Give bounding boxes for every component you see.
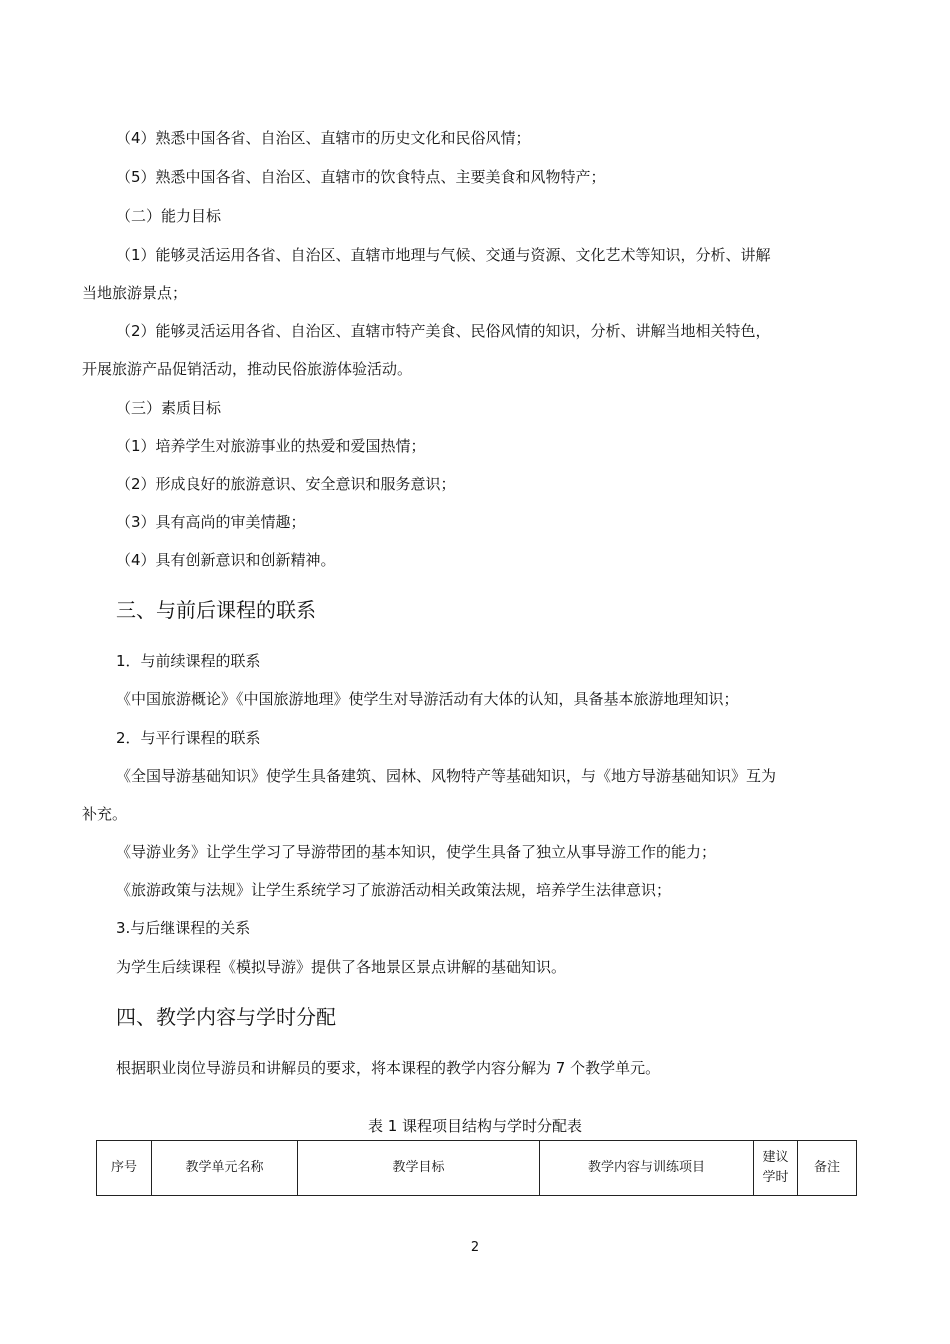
table-header-cell-hours — [754, 1141, 798, 1196]
paragraph: 1．与前续课程的联系 — [116, 652, 261, 670]
paragraph: （5）熟悉中国各省、自治区、直辖市的饮食特点、主要美食和风物特产； — [116, 168, 606, 186]
table-header-cell: 序号 — [97, 1141, 152, 1196]
section-heading: 四、教学内容与学时分配 — [116, 1005, 336, 1029]
table-header-cell: 教学目标 — [298, 1141, 540, 1196]
paragraph: （3）具有高尚的审美情趣； — [116, 513, 306, 531]
paragraph: （4）熟悉中国各省、自治区、直辖市的历史文化和民俗风情； — [116, 129, 531, 147]
paragraph: 开展旅游产品促销活动，推动民俗旅游体验活动。 — [82, 360, 413, 378]
section-heading: 三、与前后课程的联系 — [116, 598, 316, 622]
table-header-cell: 教学单元名称 — [152, 1141, 298, 1196]
paragraph: 3.与后继课程的关系 — [116, 919, 251, 937]
paragraph: 《旅游政策与法规》让学生系统学习了旅游活动相关政策法规，培养学生法律意识； — [116, 881, 672, 899]
paragraph: 根据职业岗位导游员和讲解员的要求，将本课程的教学内容分解为 7 个教学单元。 — [116, 1059, 661, 1077]
paragraph: （2）能够灵活运用各省、自治区、直辖市特产美食、民俗风情的知识，分析、讲解当地相关特色， — [116, 322, 771, 340]
table-header-cell: 教学内容与训练项目 — [540, 1141, 754, 1196]
paragraph: （1）能够灵活运用各省、自治区、直辖市地理与气候、交通与资源、文化艺术等知识，分析、讲解 — [116, 246, 771, 264]
table-caption: 表 1 课程项目结构与学时分配表 — [367, 1117, 583, 1135]
paragraph: 补充。 — [82, 805, 128, 823]
paragraph: （2）形成良好的旅游意识、安全意识和服务意识； — [116, 475, 456, 493]
hours-label-line: 建议 — [762, 1150, 789, 1165]
paragraph: 当地旅游景点； — [82, 284, 188, 302]
paragraph: 《中国旅游概论》《中国旅游地理》使学生对导游活动有大体的认知，具备基本旅游地理知识； — [116, 690, 739, 708]
paragraph: （1）培养学生对旅游事业的热爱和爱国热情； — [116, 437, 426, 455]
hours-label-line: 学时 — [762, 1170, 789, 1185]
course-structure-table — [96, 1140, 857, 1196]
paragraph: （4）具有创新意识和创新精神。 — [116, 551, 336, 569]
paragraph: 《导游业务》让学生学习了导游带团的基本知识，使学生具备了独立从事导游工作的能力； — [116, 843, 717, 861]
paragraph: 2．与平行课程的联系 — [116, 729, 261, 747]
table-header-row — [97, 1141, 857, 1196]
page-number: 2 — [470, 1240, 480, 1255]
table-header-cell: 备注 — [798, 1141, 857, 1196]
paragraph: （二）能力目标 — [116, 207, 222, 225]
paragraph: 《全国导游基础知识》使学生具备建筑、园林、风物特产等基础知识，与《地方导游基础知识》互为 — [116, 767, 777, 785]
paragraph: 为学生后续课程《模拟导游》提供了各地景区景点讲解的基础知识。 — [116, 958, 567, 976]
paragraph: （三）素质目标 — [116, 399, 222, 417]
